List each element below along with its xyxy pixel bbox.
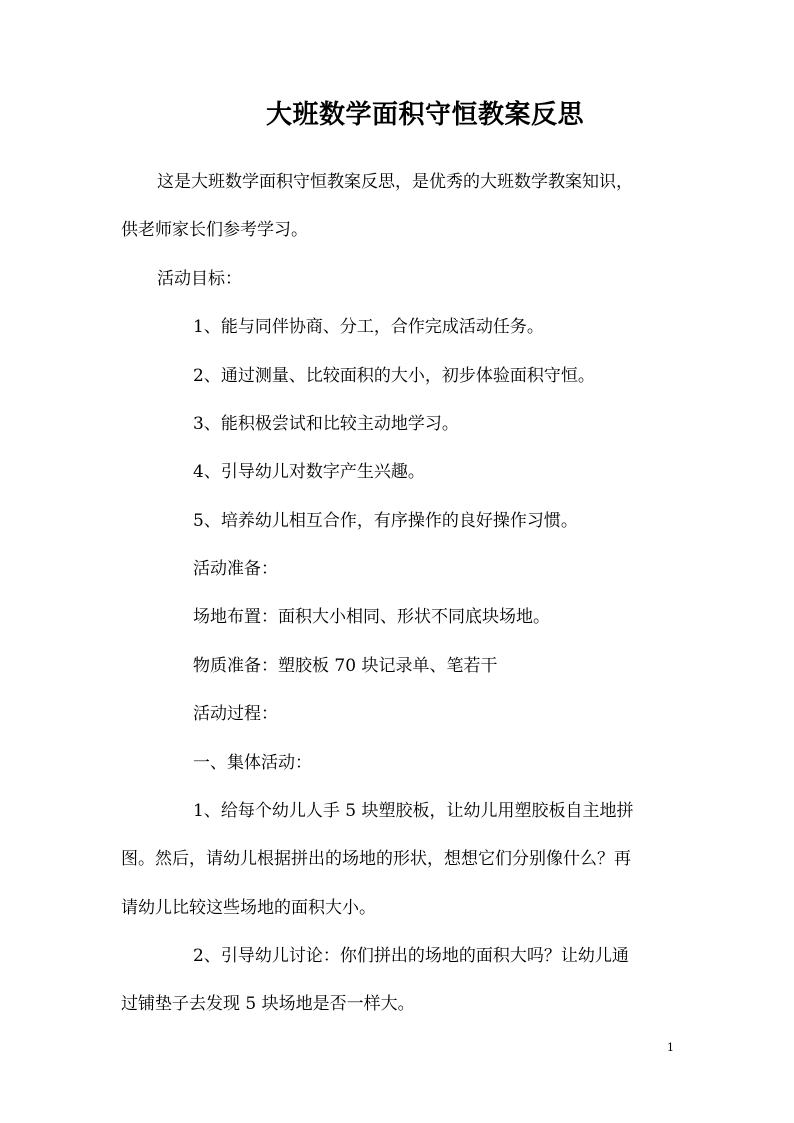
process-step-1-line-3: 请幼儿比较这些场地的面积大小。 (121, 898, 376, 918)
process-step-1-line-1: 1、给每个幼儿人手 5 块塑胶板，让幼儿用塑胶板自主地拼 (193, 801, 634, 821)
intro-line-2: 供老师家长们参考学习。 (121, 220, 308, 240)
objectives-heading: 活动目标： (157, 269, 242, 289)
objective-item-5: 5、培养幼儿相互合作，有序操作的良好操作习惯。 (193, 511, 578, 531)
page-number: 1 (667, 1041, 674, 1054)
process-section-1: 一、集体活动： (193, 753, 312, 773)
process-step-2-line-2: 过铺垫子去发现 5 块场地是否一样大。 (121, 994, 415, 1014)
objective-item-4: 4、引导幼儿对数字产生兴趣。 (193, 462, 425, 482)
objective-item-2: 2、通过测量、比较面积的大小，初步体验面积守恒。 (193, 366, 595, 386)
preparation-venue: 场地布置：面积大小相同、形状不同底块场地。 (193, 607, 550, 627)
objective-item-3: 3、能积极尝试和比较主动地学习。 (193, 414, 459, 434)
objective-item-1: 1、能与同伴协商、分工，合作完成活动任务。 (193, 317, 544, 337)
process-step-1-line-2: 图。然后，请幼儿根据拼出的场地的形状，想想它们分别像什么？再 (121, 849, 631, 869)
preparation-heading: 活动准备： (193, 559, 278, 579)
preparation-materials: 物质准备：塑胶板 70 块记录单、笔若干 (193, 656, 498, 676)
process-step-2-line-1: 2、引导幼儿讨论：你们拼出的场地的面积大吗？让幼儿通 (193, 946, 629, 966)
document-title: 大班数学面积守恒教案反思 (265, 100, 584, 130)
intro-line-1: 这是大班数学面积守恒教案反思，是优秀的大班数学教案知识， (157, 172, 633, 192)
process-heading: 活动过程： (193, 704, 278, 724)
